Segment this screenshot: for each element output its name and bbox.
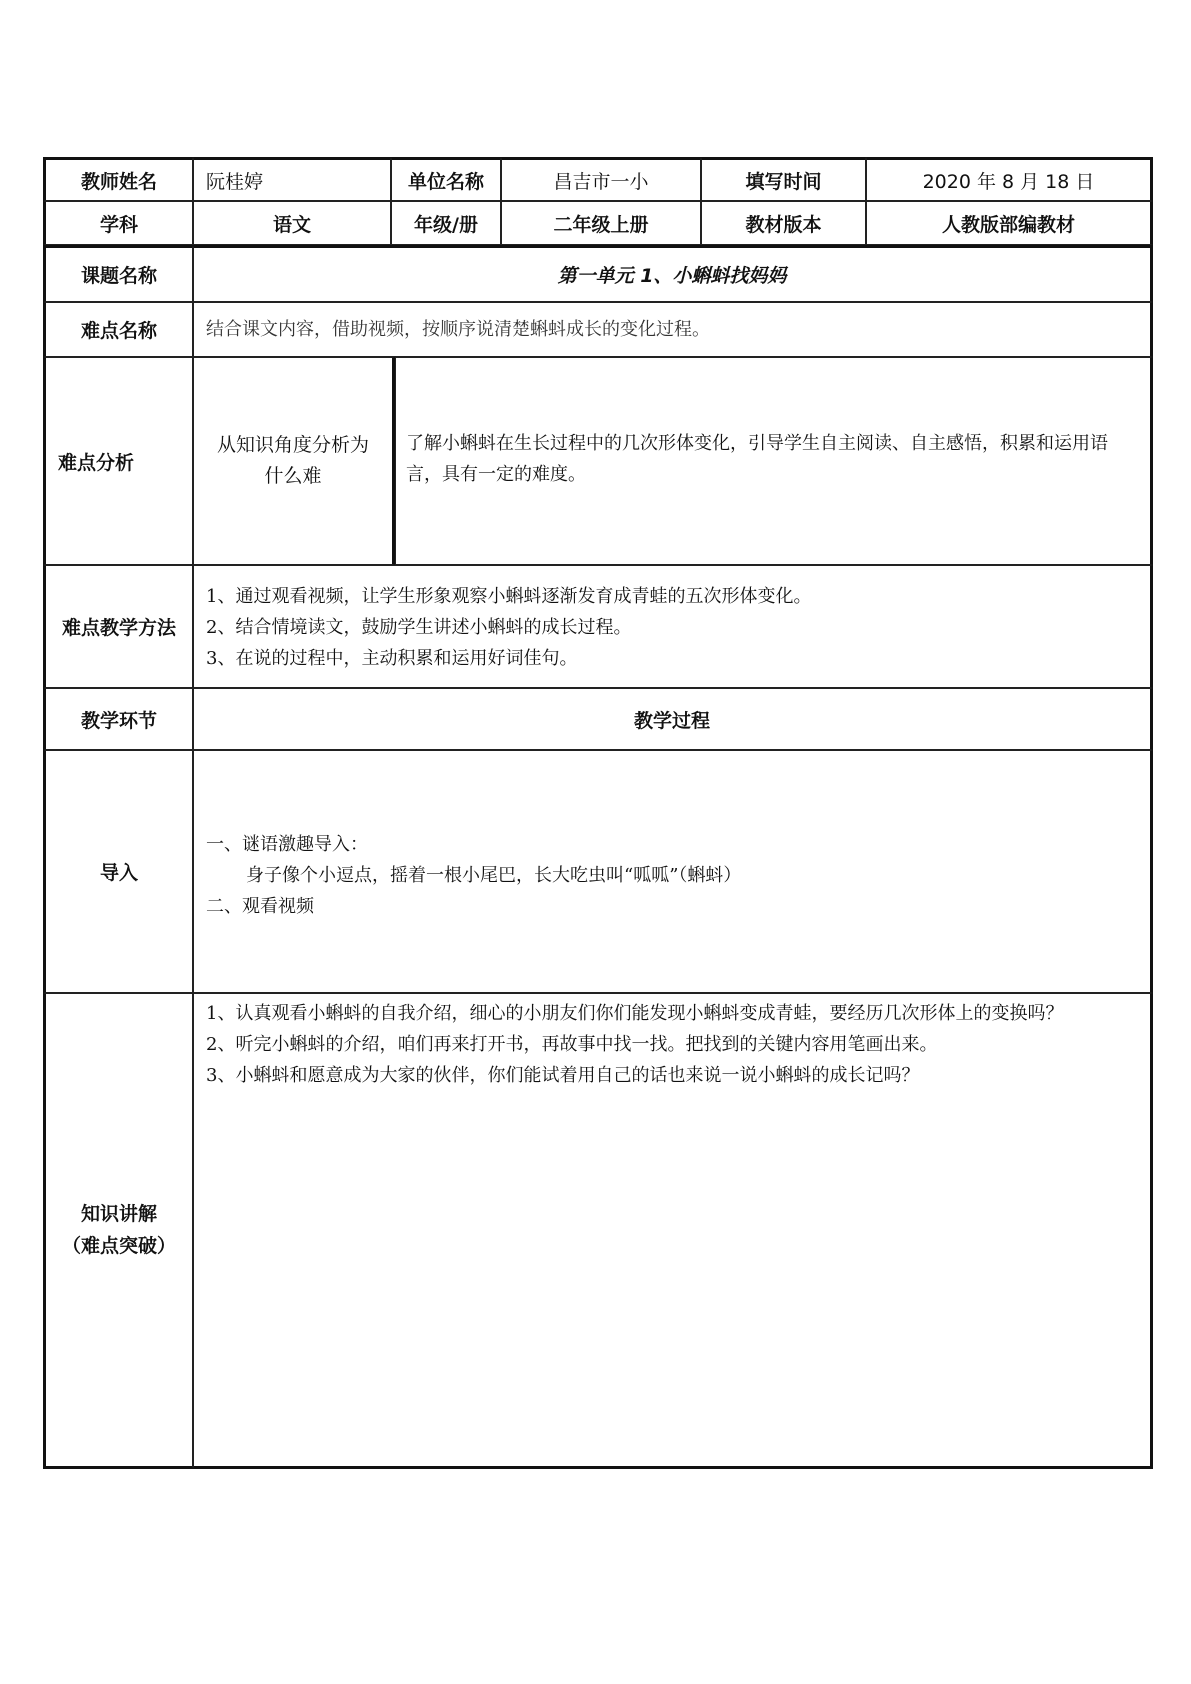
method-line-2: 2、结合情境读文，鼓励学生讲述小蝌蚪的成长过程。 (206, 617, 632, 638)
knowledge-label-line-2: （难点突破） (61, 1235, 176, 1257)
grade-value: 二年级上册 (501, 201, 701, 245)
knowledge-label (43, 993, 193, 1469)
knowledge-content (193, 993, 1153, 1469)
fill-date-label: 填写时间 (701, 157, 866, 201)
grade-label: 年级/册 (391, 201, 501, 245)
intro-line-1: 一、谜语激趣导入： (206, 834, 368, 855)
knowledge-line-1: 1、认真观看小蝌蚪的自我介绍，细心的小朋友们你们能发现小蝌蚪变成青蛙，要经历几次形体上的变换吗？ (206, 1003, 1064, 1024)
intro-content (193, 750, 1153, 993)
process-step-label: 教学环节 (43, 688, 193, 750)
subject-label: 学科 (43, 201, 193, 245)
textbook-label: 教材版本 (701, 201, 866, 245)
method-content (193, 565, 1153, 688)
unit-name-value: 昌吉市一小 (501, 157, 701, 201)
topic-label: 课题名称 (43, 245, 193, 302)
knowledge-line-3: 3、小蝌蚪和愿意成为大家的伙伴，你们能试着用自己的话也来说一说小蝌蚪的成长记吗？ (206, 1065, 920, 1086)
unit-name-label: 单位名称 (391, 157, 501, 201)
intro-line-3: 二、观看视频 (206, 896, 314, 917)
method-label: 难点教学方法 (43, 565, 193, 688)
analysis-sub-label: 从知识角度分析为什么难 (193, 357, 395, 565)
intro-label: 导入 (43, 750, 193, 993)
analysis-label: 难点分析 (43, 357, 193, 565)
lesson-plan-table (43, 157, 1153, 1469)
difficulty-label: 难点名称 (43, 302, 193, 357)
analysis-value: 了解小蝌蚪在生长过程中的几次形体变化，引导学生自主阅读、自主感悟，积累和运用语言，具有一定的难度。 (395, 357, 1153, 565)
subject-value: 语文 (193, 201, 391, 245)
method-line-3: 3、在说的过程中，主动积累和运用好词佳句。 (206, 648, 578, 669)
knowledge-label-line-1: 知识讲解 (80, 1203, 157, 1225)
difficulty-value: 结合课文内容，借助视频，按顺序说清楚蝌蚪成长的变化过程。 (193, 302, 1153, 357)
process-label: 教学过程 (193, 688, 1153, 750)
teacher-name-value: 阮桂婷 (193, 157, 391, 201)
knowledge-line-2: 2、听完小蝌蚪的介绍，咱们再来打开书，再故事中找一找。把找到的关键内容用笔画出来。 (206, 1034, 938, 1055)
fill-date-value: 2020 年 8 月 18 日 (866, 157, 1153, 201)
intro-line-2: 身子像个小逗点，摇着一根小尾巴，长大吃虫叫“呱呱”（蝌蚪） (246, 865, 742, 886)
topic-value: 第一单元 1、小蝌蚪找妈妈 (193, 245, 1153, 302)
teacher-name-label: 教师姓名 (43, 157, 193, 201)
textbook-value: 人教版部编教材 (866, 201, 1153, 245)
method-line-1: 1、通过观看视频，让学生形象观察小蝌蚪逐渐发育成青蛙的五次形体变化。 (206, 586, 812, 607)
